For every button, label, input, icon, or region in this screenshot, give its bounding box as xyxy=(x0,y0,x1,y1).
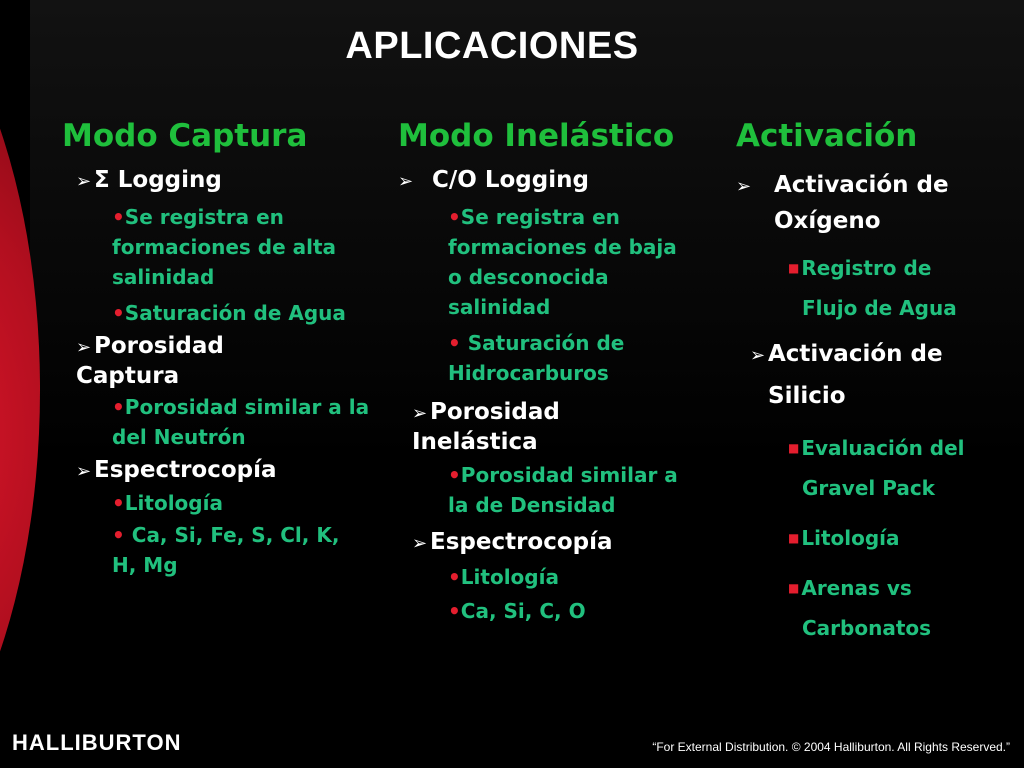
sub-label: Se registra en formaciones de alta salinidad xyxy=(112,205,337,289)
sub-bullet xyxy=(112,488,392,518)
sub-label: Evaluación del xyxy=(801,436,965,460)
sub-label: Registro de xyxy=(801,256,932,280)
dot-bullet-icon: • xyxy=(448,565,461,589)
arrow-bullet-icon: ➢ xyxy=(412,533,428,554)
column-heading: Activación xyxy=(736,118,918,154)
copyright-notice: “For External Distribution. © 2004 Halliburton. All Rights Reserved.” xyxy=(652,740,1010,754)
sigma-symbol: Σ xyxy=(94,167,110,193)
column-modo-inelastico xyxy=(398,118,718,626)
sub-bullet xyxy=(788,428,1016,508)
bullet-item xyxy=(412,528,718,558)
arrow-bullet-icon: ➢ xyxy=(398,171,414,192)
slide-title: APLICACIONES xyxy=(345,25,639,67)
item-label: Porosidad Inelástica xyxy=(412,399,560,455)
item-label: Logging xyxy=(117,167,222,193)
bullet-item xyxy=(76,332,276,390)
sub-label: Litología xyxy=(124,491,223,515)
sub-label: Litología xyxy=(801,526,900,550)
sub-bullet xyxy=(112,392,372,452)
sub-label: Ca, Si, Fe, S, Cl, K, H, Mg xyxy=(112,523,340,577)
dot-bullet-icon: • xyxy=(112,395,125,419)
bullet-item xyxy=(736,168,1016,238)
item-label-line2: Oxígeno xyxy=(774,208,881,234)
dot-bullet-icon: • xyxy=(448,463,461,487)
bullet-item xyxy=(398,166,718,196)
dot-bullet-icon: • xyxy=(448,205,461,229)
sub-label: Saturación de Hidrocarburos xyxy=(448,331,625,385)
sub-label-line2: Carbonatos xyxy=(802,616,932,640)
halliburton-logo: HALLIBURTON xyxy=(12,730,182,755)
arrow-bullet-icon: ➢ xyxy=(76,171,92,192)
item-label: Espectrocopía xyxy=(430,529,613,555)
arrow-bullet-icon: ➢ xyxy=(412,403,428,424)
square-bullet-icon: ■ xyxy=(788,441,800,455)
sub-label: Arenas vs xyxy=(801,576,912,600)
sub-label: Porosidad similar a la del Neutrón xyxy=(112,395,370,449)
item-label: C/O Logging xyxy=(432,167,589,193)
bullet-item xyxy=(76,456,392,486)
dot-bullet-icon: • xyxy=(112,205,125,229)
sub-bullet xyxy=(448,596,718,626)
sub-bullet xyxy=(448,328,688,388)
sub-label: Litología xyxy=(460,565,559,589)
sub-label: Saturación de Agua xyxy=(124,301,346,325)
sub-label: Ca, Si, C, O xyxy=(460,599,586,623)
column-heading: Modo Captura xyxy=(62,118,308,154)
item-label: Porosidad Captura xyxy=(76,333,224,389)
bullet-item xyxy=(750,334,1016,416)
dot-bullet-icon: • xyxy=(112,491,125,515)
bullet-item xyxy=(76,166,392,196)
item-label-line2: Silicio xyxy=(768,383,846,409)
sub-bullet xyxy=(788,518,1016,558)
sub-bullet xyxy=(448,460,688,520)
sub-bullet xyxy=(788,248,1016,328)
arrow-bullet-icon: ➢ xyxy=(76,337,92,358)
arrow-bullet-icon: ➢ xyxy=(736,176,752,197)
sub-label-line2: Flujo de Agua xyxy=(802,296,957,320)
item-label: Activación de xyxy=(768,341,943,367)
square-bullet-icon: ■ xyxy=(788,581,800,595)
dot-bullet-icon: • xyxy=(112,523,125,547)
square-bullet-icon: ■ xyxy=(788,531,800,545)
bullet-item xyxy=(412,398,612,456)
column-heading: Modo Inelástico xyxy=(398,118,675,154)
sub-bullet xyxy=(112,298,352,328)
column-activacion xyxy=(736,118,1016,648)
dot-bullet-icon: • xyxy=(112,301,125,325)
item-label: Espectrocopía xyxy=(94,457,277,483)
sub-bullet xyxy=(788,568,1016,648)
sub-bullet xyxy=(448,562,718,592)
column-modo-captura xyxy=(62,118,392,580)
dot-bullet-icon: • xyxy=(448,331,461,355)
sub-bullet xyxy=(112,520,362,580)
sub-label: Porosidad similar a la de Densidad xyxy=(448,463,678,517)
arrow-bullet-icon: ➢ xyxy=(76,461,92,482)
sub-bullet xyxy=(448,202,688,322)
sub-label: Se registra en formaciones de baja o desconocida salinidad xyxy=(448,205,677,319)
sub-bullet xyxy=(112,202,352,292)
square-bullet-icon: ■ xyxy=(788,261,800,275)
dot-bullet-icon: • xyxy=(448,599,461,623)
item-label: Activación de xyxy=(774,172,949,198)
arrow-bullet-icon: ➢ xyxy=(750,345,766,366)
sub-label-line2: Gravel Pack xyxy=(802,476,935,500)
